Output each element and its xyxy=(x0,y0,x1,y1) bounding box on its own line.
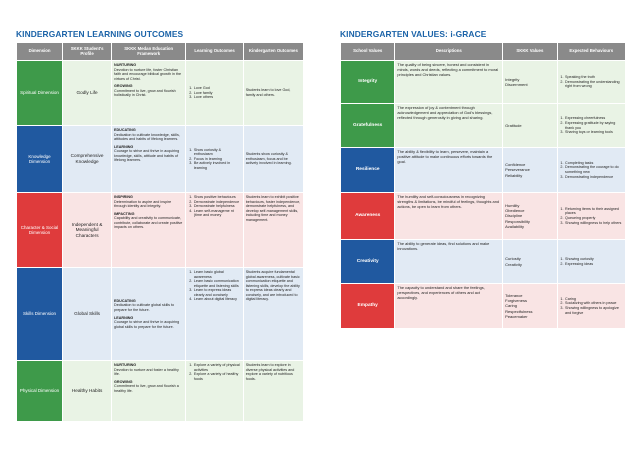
list-item: 1. Speaking the truth xyxy=(565,75,623,80)
description-cell: The capacity to understand and share the feelings, perspectives, and experiences of others and act accordingly. xyxy=(395,284,502,328)
kg-outcome-cell: Students show curiosity & enthusiasm, focus and be actively involved in learning. xyxy=(244,126,303,192)
list-item: 1. Expressing cheerfulness xyxy=(565,116,623,121)
description-cell: The humility and self-consciousness in recognizing strengths & limitations, be mindful of feelings, thoughts and actions, be open to learn from others. xyxy=(395,193,502,239)
list-item: 1. Love God xyxy=(193,86,240,91)
description-cell: The quality of being sincere, honest and consistent in minds, words and deeds, reflecting a commitment to moral principles and Christian values. xyxy=(395,61,502,103)
table-row xyxy=(17,193,303,267)
table-row xyxy=(341,61,625,103)
skkk-value: Perseverance xyxy=(505,167,530,173)
list-item: 2. Demonstrating the courage to do something new xyxy=(565,165,623,174)
list-item: 2. Demonstrating the understanding right from wrong xyxy=(565,80,623,89)
learning-outcomes-header-row xyxy=(17,43,303,60)
kg-outcome-cell: Students acquire fundamental global awareness, cultivate basic communication etiquette and listening skills, develop the ability to express ideas clearly and concisely, and are introduced to digital literacy. xyxy=(244,268,303,360)
value-name-cell: Integrity xyxy=(341,61,394,103)
list-item: 4. Learn self-manageme nt (time and money xyxy=(193,209,240,218)
list-item: 2. Learn basic communication etiquette and listening skills xyxy=(193,279,240,288)
list-item: 3. Learn to express ideas clearly and concisely xyxy=(193,288,240,297)
framework-text: Commitment to live, grow and flourish holistically in Christ. xyxy=(114,88,176,98)
table-row xyxy=(341,104,625,147)
outcomes-cell xyxy=(186,126,242,192)
list-item: 1. Learn basic global awareness xyxy=(193,270,240,279)
learning-outcomes-title: KINDERGARTEN LEARNING OUTCOMES xyxy=(16,29,184,39)
behaviours-cell xyxy=(558,61,625,103)
table-row xyxy=(17,268,303,360)
list-item: 1. Caring xyxy=(565,297,623,302)
skkk-values-cell xyxy=(503,104,556,147)
profile-cell: Comprehensive Knowledge xyxy=(63,126,111,192)
outcomes-cell xyxy=(186,361,242,421)
table-row xyxy=(17,361,303,421)
description-cell: The ability & flexibility to learn, persevere, maintain a positive attitude to make continuous efforts towards the goal. xyxy=(395,148,502,192)
skkk-value: Humility xyxy=(505,203,520,209)
skkk-value: Availability xyxy=(505,223,524,229)
profile-cell: Independent & Meaningful Characters xyxy=(63,193,111,267)
table-row xyxy=(341,284,625,328)
skkk-values-cell xyxy=(503,148,556,192)
profile-cell: Healthy Habits xyxy=(63,361,111,421)
list-item: 4. Learn about digital literacy xyxy=(193,297,240,302)
header-dimension: Dimension xyxy=(17,43,62,60)
skkk-value: Confidence xyxy=(505,162,526,168)
outcomes-cell xyxy=(186,268,242,360)
skkk-value: Curiosity xyxy=(505,256,521,262)
header-descriptions: Descriptions xyxy=(395,43,502,60)
header-expected-behaviours: Expected Behaviours xyxy=(558,43,625,60)
skkk-value: Tolerance xyxy=(505,293,523,299)
header-kindergarten-outcomes: Kindergarten Outcomes xyxy=(244,43,303,60)
list-item: 3. Love others xyxy=(193,95,240,100)
framework-cell xyxy=(112,361,185,421)
list-item: 1. Completing tasks xyxy=(565,161,623,166)
list-item: 3. Showing willingness to help others xyxy=(565,221,623,226)
skkk-values-cell xyxy=(503,61,556,103)
skkk-value: Forgiveness xyxy=(505,298,527,304)
skkk-value: Respectfulness xyxy=(505,308,533,314)
framework-heading: NURTURING xyxy=(114,63,137,67)
behaviours-cell xyxy=(558,104,625,147)
framework-text: Dedication to cultivate global skills to prepare for the future. xyxy=(114,303,175,312)
description-cell: The expression of joy & contentment through acknowledgement and appreciation of God's blessings, reflected through generosity in giving and sharing. xyxy=(395,104,502,147)
description-cell: The ability to generate ideas, find solutions and make innovations. xyxy=(395,240,502,283)
skkk-values-cell xyxy=(503,240,556,283)
framework-heading: GROWING xyxy=(114,379,133,384)
values-table xyxy=(340,42,626,329)
skkk-value: Creativity xyxy=(505,261,522,267)
outcomes-cell xyxy=(186,193,242,267)
table-row xyxy=(341,193,625,239)
list-item: 3. Showing willingness to apologize and forgive xyxy=(565,306,623,315)
list-item: 1. Show positive behaviours xyxy=(193,195,240,200)
header-learning-outcomes: Learning Outcomes xyxy=(186,43,242,60)
value-name-cell: Empathy xyxy=(341,284,394,328)
dimension-cell: Physical Dimension xyxy=(17,361,62,421)
table-row xyxy=(17,61,303,125)
header-student-profile: SKKK Student's Profile xyxy=(63,43,111,60)
profile-cell: Global Skills xyxy=(63,268,111,360)
behaviours-cell xyxy=(558,193,625,239)
table-row xyxy=(341,148,625,192)
list-item: 2. Expressing ideas xyxy=(565,262,623,267)
list-item: 2. Expressing gratitude by saying thank you xyxy=(565,121,623,130)
list-item: 2. Queueing properly xyxy=(565,216,623,221)
values-header-row xyxy=(341,43,625,60)
framework-text: Devotion to nurture and foster a healthy life. xyxy=(114,367,179,377)
framework-heading: LEARNING xyxy=(114,315,134,320)
value-name-cell: Awareness xyxy=(341,193,394,239)
skkk-value: Discipline xyxy=(505,213,523,219)
table-row xyxy=(341,240,625,283)
skkk-value: Peacemaker xyxy=(505,313,528,319)
kg-outcome-cell: Students learn to exhibit positive behaviours, foster independence, demonstrate helpfulness, and develop self-management skills, including time and money management. xyxy=(244,193,303,267)
framework-text: Commitment to live, grow and flourish a healthy life. xyxy=(114,384,179,393)
list-item: 1. Showing curiosity xyxy=(565,257,623,262)
dimension-cell: Spiritual Dimension xyxy=(17,61,62,125)
framework-text: Capability and creativity to communicate, contribute, collaborate and create positive impacts on others. xyxy=(114,216,183,230)
framework-heading: EDUCATING xyxy=(114,128,136,132)
profile-cell: Godly Life xyxy=(63,61,111,125)
framework-heading: IMPACTING xyxy=(114,211,135,216)
list-item: 2. Socializing with others in peace xyxy=(565,301,623,306)
framework-heading: NURTURING xyxy=(114,363,137,367)
list-item: 1. Show curiosity & enthusiasm xyxy=(193,148,240,157)
list-item: 2. Demonstrate independence xyxy=(193,200,240,205)
skkk-values-cell xyxy=(503,284,556,328)
dimension-cell: Character & Social Dimension xyxy=(17,193,62,267)
skkk-value: Integrity xyxy=(505,76,520,82)
dimension-cell: Knowledge Dimension xyxy=(17,126,62,192)
kg-outcome-cell: Students learn to explore in diverse physical activities and explore a variety of nutritious foods. xyxy=(244,361,303,421)
framework-heading: INSPIRING xyxy=(114,195,133,199)
value-name-cell: Creativity xyxy=(341,240,394,283)
skkk-values-cell xyxy=(503,193,556,239)
values-title: KINDERGARTEN VALUES: i-GRACE xyxy=(340,29,487,39)
framework-heading: LEARNING xyxy=(114,144,134,149)
behaviours-cell xyxy=(558,148,625,192)
dimension-cell: Skills Dimension xyxy=(17,268,62,360)
header-school-values: School Values xyxy=(341,43,394,60)
list-item: 3. Demonstrating independence xyxy=(565,175,623,180)
framework-heading: EDUCATING xyxy=(114,298,136,303)
header-education-framework: SKKK Medan Education Framework xyxy=(112,43,185,60)
skkk-value: Discernment xyxy=(505,82,528,87)
skkk-value: Obedience xyxy=(505,208,525,214)
framework-cell xyxy=(112,268,185,360)
framework-cell xyxy=(112,126,185,192)
kg-outcome-cell: Students learn to love God, family and others. xyxy=(244,61,303,125)
list-item: 3. Sharing toys or learning tools xyxy=(565,130,623,135)
table-row xyxy=(17,126,303,192)
behaviours-cell xyxy=(558,284,625,328)
outcomes-cell xyxy=(186,61,242,125)
skkk-value: Reliability xyxy=(505,172,523,178)
value-name-cell: Gratefulness xyxy=(341,104,394,147)
list-item: 2. Explore a variety of healthy foods xyxy=(193,372,240,381)
framework-cell xyxy=(112,61,185,125)
list-item: 3. Be actively involved in learning xyxy=(193,161,240,170)
skkk-value: Caring xyxy=(505,303,517,309)
framework-text: Courage to strive and thrive in acquiring global skills to prepare for the future. xyxy=(114,320,180,329)
framework-text: Courage to strive and thrive in acquiring knowledge, skills, attitude and habits of lifelong learners. xyxy=(114,149,180,163)
list-item: 2. Focus in learning xyxy=(193,157,240,162)
header-skkk-values: SKKK Values xyxy=(503,43,556,60)
skkk-value: Gratitude xyxy=(505,122,522,128)
framework-heading: GROWING xyxy=(114,84,133,89)
behaviours-cell xyxy=(558,240,625,283)
list-item: 1. Returning items to their assigned places xyxy=(565,207,623,216)
list-item: 1. Explore a variety of physical activities xyxy=(193,363,240,372)
learning-outcomes-page xyxy=(16,28,304,422)
value-name-cell: Resilience xyxy=(341,148,394,192)
list-item: 3. Demonstrate helpfulness xyxy=(193,204,240,209)
framework-text: Devotion to nurture life, foster Christian faith and encourage biblical growth in the virtues of Christ. xyxy=(114,67,182,81)
framework-cell xyxy=(112,193,185,267)
learning-outcomes-table xyxy=(16,42,304,422)
framework-text: Dedication to cultivate knowledge, skills, attitudes and habits of lifelong learners. xyxy=(114,132,180,142)
framework-text: Determination to aspire and inspire through identity and integrity. xyxy=(114,199,172,209)
list-item: 2. Love family xyxy=(193,91,240,96)
skkk-value: Responsibility xyxy=(505,218,530,224)
values-page xyxy=(340,28,626,329)
